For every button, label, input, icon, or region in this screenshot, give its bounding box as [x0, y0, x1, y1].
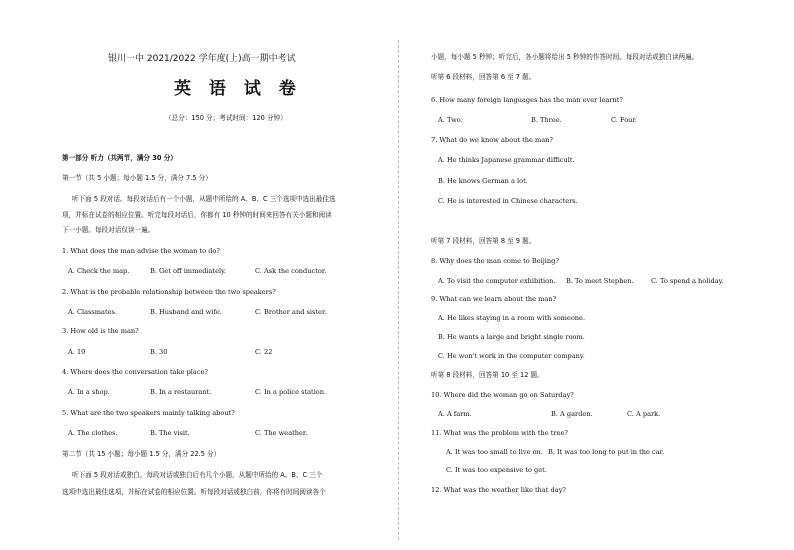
q9-option-b: B. He wants a large and bright single room.	[438, 333, 585, 341]
q4-option-c: C. In a police station.	[255, 388, 327, 396]
q2-option-a: A. Classmates.	[68, 308, 118, 316]
q8-option-b: B. To meet Stephen.	[566, 277, 634, 285]
part1-heading: 第一部分 听力（共两节，满分 30 分）	[62, 154, 177, 162]
question-2: 2. What is the probable relationship between the two speakers?	[62, 288, 276, 296]
q4-option-a: A. In a shop.	[68, 388, 110, 396]
q3-option-a: A. 19	[68, 348, 86, 356]
material-6-heading: 听第 6 段材料，回答第 6 至 7 题。	[431, 73, 536, 81]
instruction1-line3: 下一小题。每段对话仅读一遍。	[62, 226, 155, 234]
q6-option-a: A. Two.	[438, 116, 463, 124]
instruction1-line2: 项，并标在试卷的相应位置。听完每段对话后，你都有 10 秒钟的时间来回答有关小题和阅读	[62, 211, 332, 219]
section1-heading: 第一节（共 5 小题；每小题 1.5 分，满分 7.5 分）	[62, 174, 212, 182]
q9-option-a: A. He likes staying in a room with someone.	[438, 314, 586, 322]
question-7: 7. What do we know about the man?	[431, 136, 553, 144]
q8-option-c: C. To spend a holiday.	[651, 277, 724, 285]
question-10: 10. Where did the woman go on Saturday?	[431, 391, 574, 399]
question-5: 5. What are the two speakers mainly talking about?	[62, 409, 235, 417]
q10-option-c: C. A park.	[627, 410, 661, 418]
question-8: 8. Why does the man come to Beijing?	[431, 257, 559, 265]
question-11: 11. What was the problem with the tree?	[431, 429, 568, 437]
q3-option-c: C. 22	[255, 348, 273, 356]
q2-option-b: B. Husband and wife.	[150, 308, 222, 316]
q6-option-c: C. Four.	[611, 116, 637, 124]
q1-option-c: C. Ask the conductor.	[255, 267, 327, 275]
q5-option-b: B. The visit.	[150, 429, 190, 437]
school-header: 银川一中 2021/2022 学年度(上)高一期中考试	[108, 54, 296, 64]
q10-option-b: B. A garden.	[551, 410, 593, 418]
q11-option-b: B. It was too long to put in the car.	[548, 448, 665, 456]
q11-option-a: A. It was too small to live on.	[446, 448, 543, 456]
question-12: 12. What was the weather like that day?	[431, 486, 566, 494]
q5-option-a: A. The clothes.	[68, 429, 118, 437]
q8-option-a: A. To visit the computer exhibition.	[438, 277, 556, 285]
instruction2-continued: 小题，每小题 5 秒钟；听完后，各小题将给出 5 秒钟的作答时间。每段对话或独白读两遍。	[431, 53, 699, 61]
exam-subtitle: （总分：150 分；考试时间：120 分钟）	[165, 114, 287, 122]
q5-option-c: C. The weather.	[255, 429, 308, 437]
q9-option-c: C. He won't work in the computer company.	[438, 352, 585, 360]
q7-option-b: B. He knows German a lot.	[438, 177, 528, 185]
q10-option-a: A. A farm.	[438, 410, 472, 418]
q7-option-a: A. He thinks Japanese grammar difficult.	[438, 156, 575, 164]
exam-title: 英 语 试 卷	[174, 79, 302, 99]
question-4: 4. Where does the conversation take place?	[62, 368, 208, 376]
material-8-heading: 听第 8 段材料，回答第 10 至 12 题。	[431, 371, 544, 379]
instruction2-line1: 听下面 5 段对话或独白。每段对话或独白后有几个小题，从题中所给的 A、B、C 三个	[72, 471, 323, 479]
q6-option-b: B. Three.	[531, 116, 562, 124]
q4-option-b: B. In a restaurant.	[150, 388, 212, 396]
q7-option-c: C. He is interested in Chinese characters.	[438, 197, 578, 205]
section2-heading: 第二节（共 15 小题；每小题 1.5 分，满分 22.5 分）	[62, 450, 221, 458]
q1-option-a: A. Check the map.	[68, 267, 130, 275]
material-7-heading: 听第 7 段材料，回答第 8 至 9 题。	[431, 237, 536, 245]
column-divider	[398, 40, 399, 540]
question-9: 9. What can we learn about the man?	[431, 295, 557, 303]
q2-option-c: C. Brother and sister.	[255, 308, 327, 316]
instruction2-line2: 选项中选出最佳选项，并标在试卷的相应位置。听每段对话或独白前，你将有时间阅读各个	[62, 488, 326, 496]
q1-option-b: B. Get off immediately.	[150, 267, 227, 275]
q3-option-b: B. 30	[150, 348, 168, 356]
question-1: 1. What does the man advise the woman to do?	[62, 247, 220, 255]
instruction1-line1: 听下面 5 段对话。每段对话后有一个小题，从题中所给的 A、B、C 三个选项中选出最佳选	[72, 195, 336, 203]
question-3: 3. How old is the man?	[62, 327, 139, 335]
q11-option-c: C. It was too expensive to get.	[446, 466, 547, 474]
question-6: 6. How many foreign languages has the man ever learnt?	[431, 96, 623, 104]
